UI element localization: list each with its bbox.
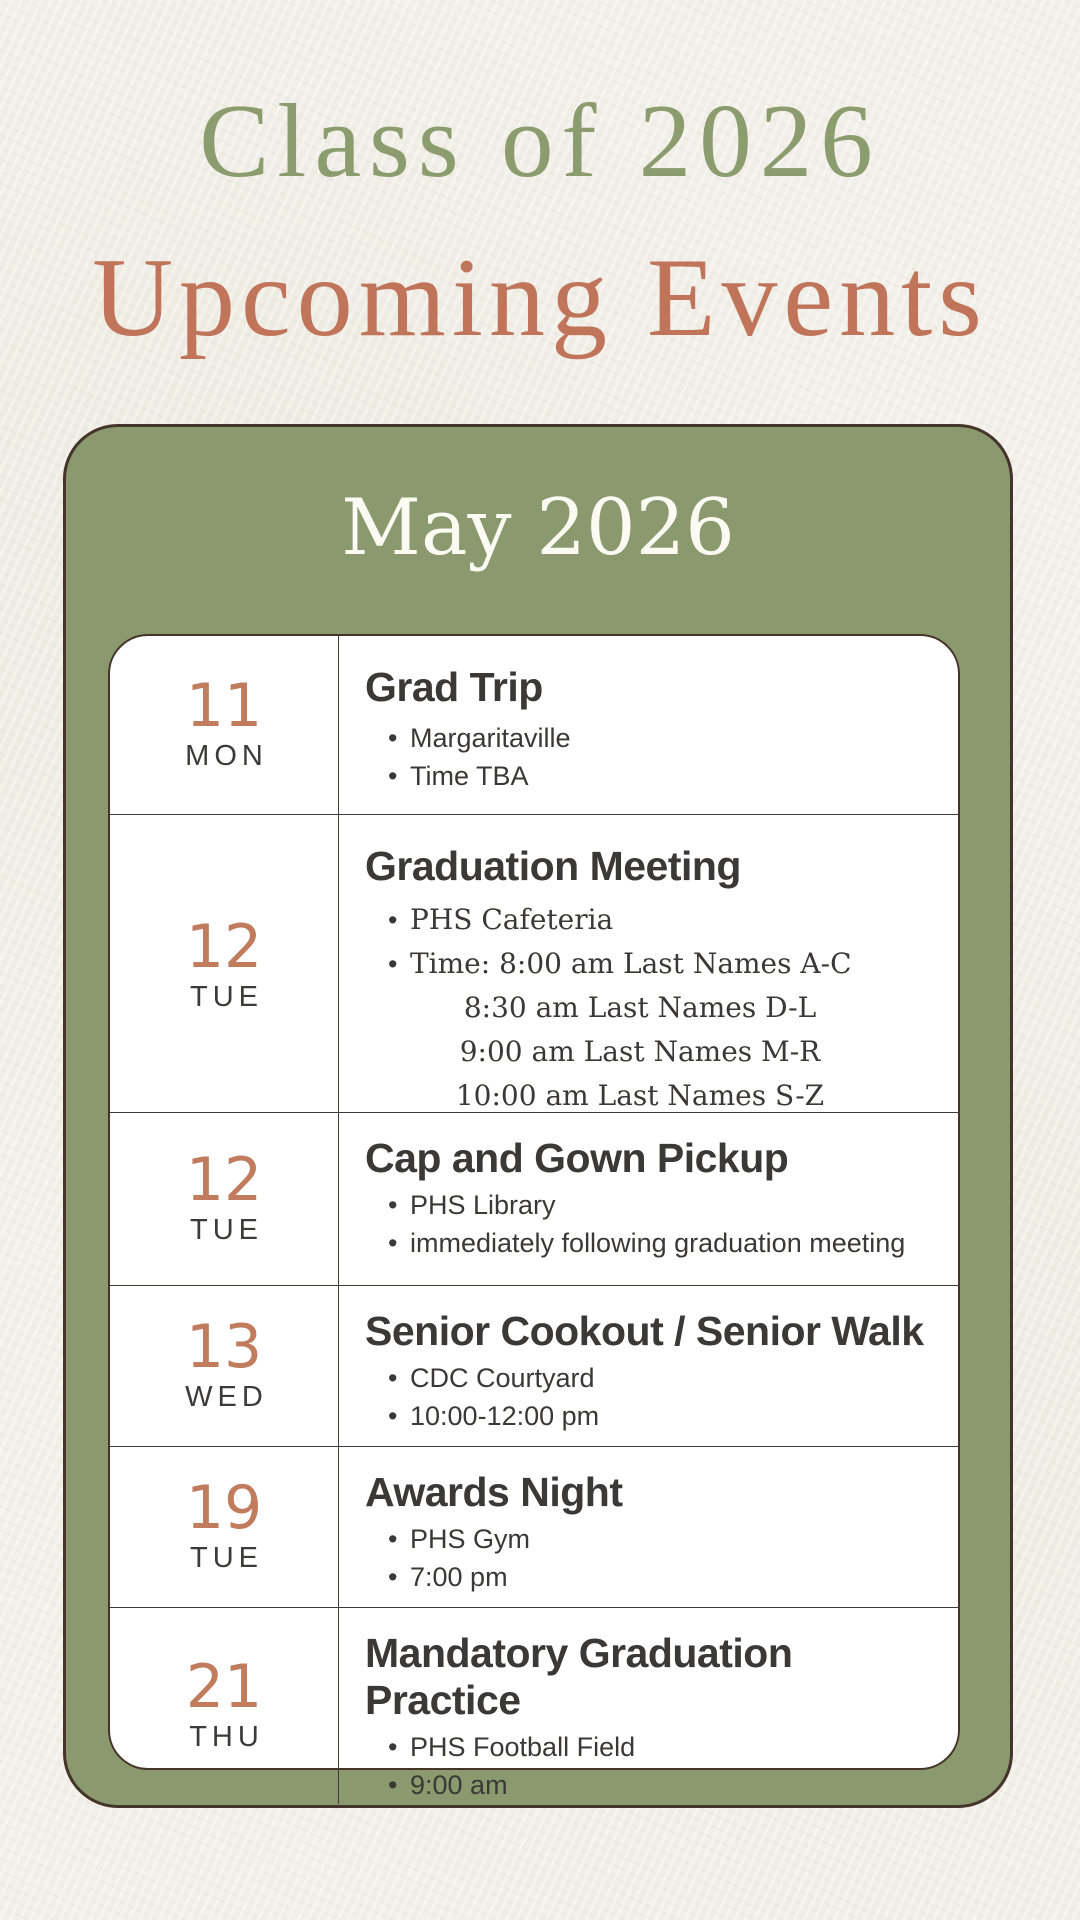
- event-detail-text: 10:00-12:00 pm: [410, 1401, 600, 1432]
- day-label: TUE: [190, 981, 263, 1014]
- day-label: TUE: [190, 1541, 263, 1574]
- event-cell: [339, 636, 958, 814]
- poster-title-line1: Class of 2026: [199, 82, 881, 199]
- event-detail-text: 9:00 am: [410, 1770, 508, 1801]
- month-card: [63, 424, 1013, 1808]
- date-cell: [110, 815, 339, 1118]
- event-cell: [339, 815, 958, 1118]
- date-cell: [110, 1608, 339, 1804]
- event-row-senior-cookout: [110, 1285, 958, 1446]
- event-row-grad-trip: [110, 636, 958, 814]
- bullet-icon: •: [388, 1363, 398, 1394]
- bullet-icon: •: [388, 1524, 398, 1555]
- bullet-icon: •: [388, 723, 398, 754]
- bullet-icon: •: [388, 1562, 398, 1593]
- event-title: Awards Night: [365, 1469, 623, 1515]
- bullet-icon: •: [388, 761, 398, 792]
- event-detail: [365, 757, 940, 795]
- event-row-cap-gown-pickup: [110, 1112, 958, 1285]
- event-detail: [365, 942, 940, 986]
- date-cell: [110, 636, 339, 814]
- poster-title-line2: Upcoming Events: [92, 236, 988, 360]
- event-detail-text: 7:00 pm: [410, 1562, 508, 1593]
- date-number: 12: [185, 912, 263, 983]
- events-table: [108, 634, 960, 1801]
- day-label: TUE: [190, 1213, 263, 1246]
- event-row-graduation-practice: [110, 1607, 958, 1804]
- bullet-icon: •: [388, 949, 398, 980]
- event-cell: [339, 1608, 958, 1804]
- event-detail-text: PHS Football Field: [410, 1732, 636, 1763]
- bullet-icon: •: [388, 1228, 398, 1259]
- event-detail: [365, 898, 940, 942]
- date-cell: [110, 1286, 339, 1446]
- event-detail-text: Time TBA: [410, 761, 529, 792]
- event-detail-text: PHS Gym: [410, 1524, 531, 1555]
- event-cell: [339, 1113, 958, 1285]
- event-detail: [365, 1520, 940, 1558]
- schedule-block: [410, 986, 870, 1118]
- bullet-icon: •: [388, 1770, 398, 1801]
- event-title: Senior Cookout / Senior Walk: [365, 1308, 924, 1354]
- event-detail: [365, 1766, 940, 1804]
- date-number: 21: [185, 1651, 263, 1722]
- date-number: 13: [185, 1311, 263, 1382]
- event-detail-text: Margaritaville: [410, 723, 571, 754]
- date-cell: [110, 1447, 339, 1607]
- date-number: 12: [185, 1144, 263, 1215]
- event-cell: [339, 1286, 958, 1446]
- event-detail-text: PHS Library: [410, 1190, 556, 1221]
- event-detail: [365, 1728, 940, 1766]
- date-cell: [110, 1113, 339, 1285]
- event-detail: [365, 1558, 940, 1596]
- event-row-awards-night: [110, 1446, 958, 1607]
- date-number: 19: [185, 1472, 263, 1543]
- event-detail: [365, 1186, 940, 1224]
- event-title: Mandatory Graduation Practice: [365, 1630, 793, 1724]
- event-cell: [339, 1447, 958, 1607]
- event-detail-text: PHS Cafeteria: [410, 903, 614, 937]
- bullet-icon: •: [388, 1190, 398, 1221]
- bullet-icon: •: [388, 905, 398, 936]
- day-label: THU: [189, 1720, 264, 1753]
- event-detail: [365, 1359, 940, 1397]
- event-detail-text: Time: 8:00 am Last Names A-C: [410, 947, 852, 981]
- day-label: WED: [185, 1380, 268, 1413]
- schedule-line: 10:00 am Last Names S-Z: [455, 1079, 825, 1113]
- bullet-icon: •: [388, 1732, 398, 1763]
- date-number: 11: [185, 670, 263, 741]
- bullet-icon: •: [388, 1401, 398, 1432]
- event-title: Grad Trip: [365, 664, 543, 710]
- event-detail: [365, 1224, 940, 1262]
- event-detail: [365, 719, 940, 757]
- day-label: MON: [185, 739, 268, 772]
- month-title: May 2026: [341, 483, 735, 573]
- event-detail: [365, 1397, 940, 1435]
- event-detail-text: immediately following graduation meeting: [410, 1228, 906, 1259]
- event-detail-text: CDC Courtyard: [410, 1363, 595, 1394]
- event-title: Cap and Gown Pickup: [365, 1135, 789, 1181]
- event-row-graduation-meeting: [110, 814, 958, 1112]
- schedule-line: 9:00 am Last Names M-R: [459, 1035, 821, 1069]
- event-title: Graduation Meeting: [365, 843, 741, 889]
- schedule-line: 8:30 am Last Names D-L: [463, 991, 817, 1025]
